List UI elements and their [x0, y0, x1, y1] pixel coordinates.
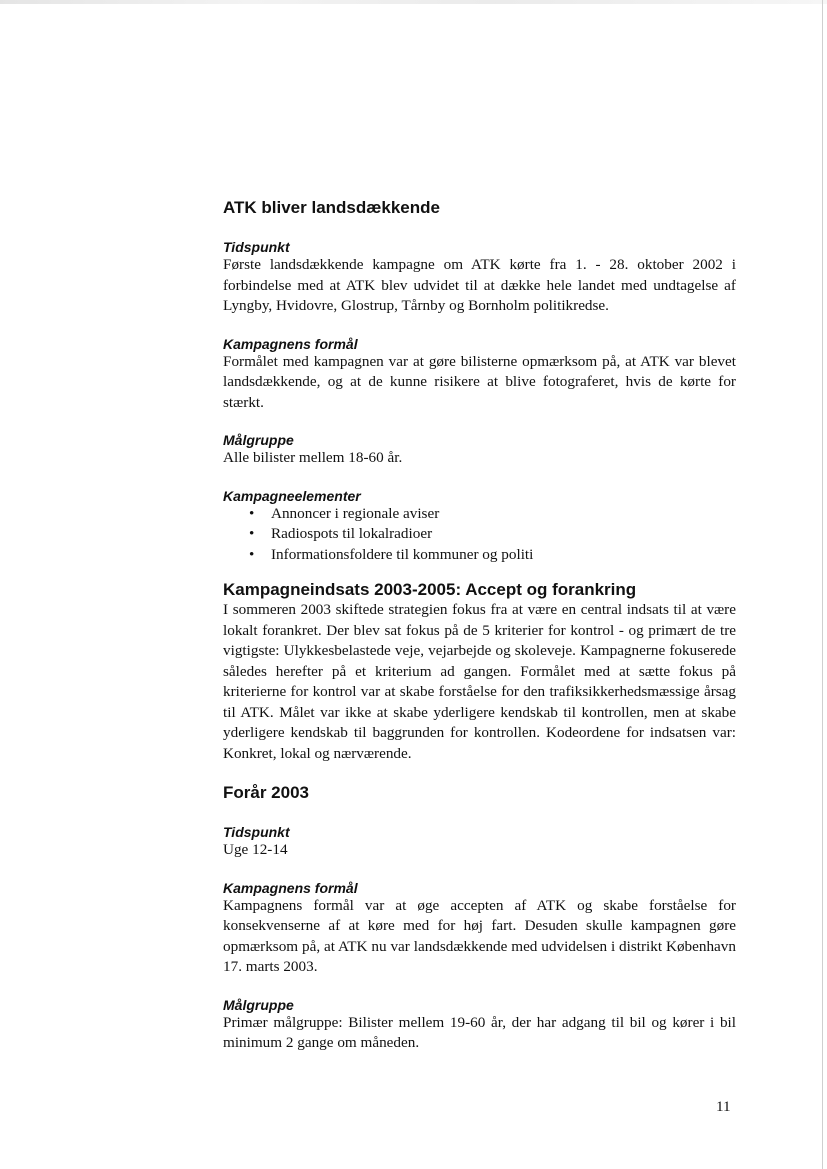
bullet-icon: • [249, 525, 255, 542]
bullet-icon: • [249, 545, 255, 563]
list-item: • Annoncer i regionale aviser [223, 504, 736, 525]
tidspunkt-heading-2003: Tidspunkt [223, 824, 290, 840]
section-title-kampagneindsats: Kampagneindsats 2003-2005: Accept og forankring [223, 580, 637, 599]
bullet-icon: • [249, 504, 255, 522]
scan-edge-right [822, 0, 823, 1169]
page-content [223, 198, 736, 1054]
list-item: • Informationsfoldere til kommuner og politi [223, 545, 736, 566]
kampagneelementer-heading: Kampagneelementer [223, 487, 361, 504]
scan-edge-top [0, 0, 827, 4]
kampagneindsats-text: I sommeren 2003 skiftede strategien fokus fra at være en central indsats til at være lokalt forankret. Der blev sat fokus på de 5 kriterier for kontrol - og primært de tre vigtigste: Ulykkesbelastede veje, vejarbejde og skoleveje. Kampagnerne fokuserede således herefter på et kriterium ad gangen. Formålet med at sætte fokus på kriterierne for kontrol var at skabe forståelse for den trafiksikkerhedsmæssige årsag til ATK. Målet var ikke at skabe yderligere kendskab til kontrollen, men at skabe yderligere kendskab til baggrunden for kontrollen. Kodeordene for indsatsen var: Konkret, lokal og nærværende. [223, 601, 736, 762]
formaal-heading: Kampagnens formål [223, 335, 358, 352]
formaal-heading-2003: Kampagnens formål [223, 879, 358, 896]
section-title-foraar-2003: Forår 2003 [223, 783, 309, 802]
tidspunkt-text: Første landsdækkende kampagne om ATK kørte fra 1. - 28. oktober 2002 i forbindelse med at ATK blev udvidet til at dække hele landet med undtagelse af Lyngby, Hvidovre, Glostrup, Tårnby og Bornholm politikredse. [223, 256, 736, 314]
maalgruppe-text: Alle bilister mellem 18-60 år. [223, 449, 403, 466]
formaal-text: Formålet med kampagnen var at gøre bilisterne opmærksom på, at ATK var blevet landsdækkende, og at de kunne risikere at blive fotograferet, hvis de kørte for stærkt. [223, 352, 736, 411]
kampagneelementer-list [223, 504, 736, 566]
formaal-text-2003: Kampagnens formål var at øge accepten af ATK og skabe forståelse for konsekvenserne af at køre med for høj fart. Desuden skulle kampagnen gøre opmærksom på, at ATK nu var landsdækkende med udvidelsen i distrikt København 17. marts 2003. [223, 896, 736, 975]
section-title-atk-landsdaekkende: ATK bliver landsdækkende [223, 198, 440, 217]
maalgruppe-text-2003: Primær målgruppe: Bilister mellem 19-60 år, der har adgang til bil og kører i bil minimum 2 gange om måneden. [223, 1013, 736, 1051]
tidspunkt-heading: Tidspunkt [223, 239, 290, 255]
maalgruppe-heading-2003: Målgruppe [223, 996, 294, 1013]
page-number: 11 [716, 1098, 731, 1115]
tidspunkt-text-2003: Uge 12-14 [223, 841, 288, 858]
list-item: • Radiospots til lokalradioer [223, 524, 736, 545]
maalgruppe-heading: Målgruppe [223, 432, 294, 448]
